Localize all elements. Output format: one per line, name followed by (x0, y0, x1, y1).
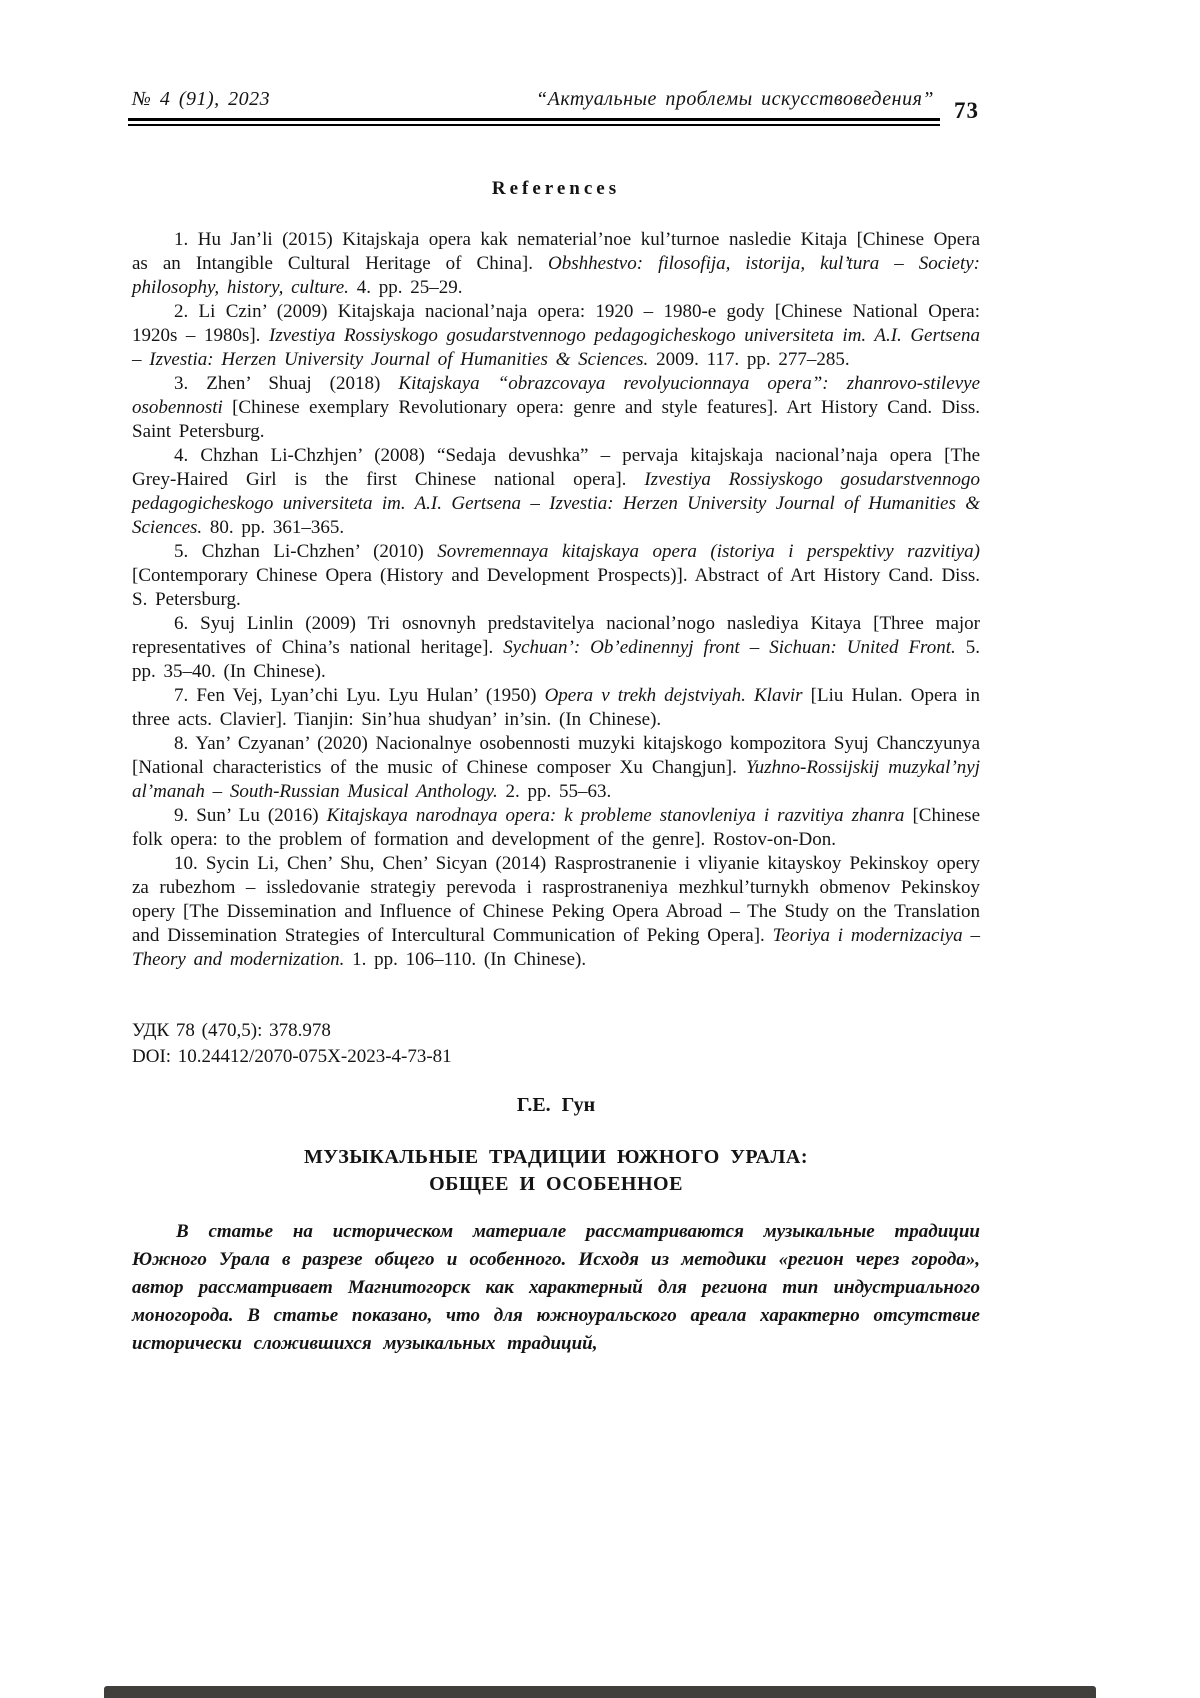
reference-item (132, 372, 980, 444)
reference-source-italic: Izvestiya Rossiyskogo gosudarstvennogo pedagogicheskogo universiteta im. A.I. Gertsena – Izvestia: Herzen University Journal of Humanities & Sciences. (132, 469, 980, 538)
reference-source-italic: Kitajskaya narodnaya opera: k probleme stanovleniya i razvitiya zhanra (326, 805, 905, 826)
reference-item (132, 612, 980, 684)
reference-source-italic: Sovremennaya kitajskaya opera (istoriya i perspektivy razvitiya) (437, 541, 980, 562)
page-header (128, 88, 1028, 126)
reference-text: 8. Yan’ Czyanan’ (2020) Nacionalnye osobennosti muzyki kitajskogo kompozitora Syuj Chanczyunya [National characteristics of the music of Chinese composer Xu Changjun]. (132, 733, 980, 778)
article-title-line1: МУЗЫКАЛЬНЫЕ ТРАДИЦИИ ЮЖНОГО УРАЛА: (303, 1146, 809, 1168)
reference-item (132, 540, 980, 612)
reference-text: [Liu Hulan. Opera in three acts. Clavier]. Tianjin: Sin’hua shudyan’ in’sin. (In Chinese). (132, 685, 981, 730)
article-author: Г.Е. Гун (516, 1094, 596, 1116)
reference-source-italic: Opera v trekh dejstviyah. Klavir (544, 685, 803, 706)
references-heading: References (491, 178, 621, 199)
reference-text: 2009. 117. pp. 277–285. (648, 349, 850, 370)
reference-source-italic: Teoriya i modernizaciya – Theory and modernization. (132, 925, 980, 970)
reference-item (132, 804, 980, 852)
article-title-line2: ОБЩЕЕ И ОСОБЕННОЕ (429, 1173, 683, 1195)
reference-item (132, 444, 980, 540)
reference-text: 2. Li Czin’ (2009) Kitajskaja nacional’naja opera: 1920 – 1980-e gody [Chinese National Opera: 1920s – 1980s]. (132, 301, 980, 346)
reference-item (132, 684, 980, 732)
reference-source-italic: Sychuan’: Ob’edinennyj front – Sichuan: United Front. (503, 637, 956, 658)
reference-text: 1. pp. 106–110. (In Chinese). (344, 949, 587, 970)
scan-edge-bar (104, 1686, 1096, 1698)
reference-text: 4. Chzhan Li-Chzhjen’ (2008) “Sedaja devushka” – pervaja kitajskaja nacional’naja opera [The Grey-Haired Girl is the first Chinese national opera]. (132, 445, 980, 490)
reference-item (132, 300, 980, 372)
reference-text: 2. pp. 55–63. (497, 781, 612, 802)
reference-item (132, 732, 980, 804)
reference-text: 5. pp. 35–40. (In Chinese). (132, 637, 981, 682)
reference-item (132, 852, 980, 972)
reference-text: 7. Fen Vej, Lyan’chi Lyu. Lyu Hulan’ (1950) (174, 685, 545, 706)
page-content (132, 178, 980, 1358)
reference-text: 3. Zhen’ Shuaj (2018) (174, 373, 399, 394)
journal-title: “Актуальные проблемы искусствоведения” (536, 88, 934, 110)
article-abstract: В статье на историческом материале рассматриваются музыкальные традиции Южного Урала в разрезе общего и особенного. Исходя из методики «регион через города», автор рассматривает Магнитогорск как характерный для региона тип индустриального моногорода. В статье показано, что для южноуральского ареала характерно отсутствие исторически сложившихся музыкальных традиций, (132, 1221, 980, 1354)
references-list (132, 228, 980, 972)
reference-text: 4. pp. 25–29. (348, 277, 463, 298)
reference-source-italic: Izvestiya Rossiyskogo gosudarstvennogo pedagogicheskogo universiteta im. A.I. Gertsena – Izvestia: Herzen University Journal of Humanities & Sciences. (132, 325, 980, 370)
page-number: 73 (954, 98, 979, 123)
header-main (128, 88, 940, 126)
reference-text: [Contemporary Chinese Opera (History and Development Prospects)]. Abstract of Art History Cand. Diss. S. Petersburg. (132, 565, 980, 610)
reference-source-italic: Kitajskaya “obrazcovaya revolyucionnaya opera”: zhanrovo-stilevye osobennosti (132, 373, 980, 418)
reference-text: 9. Sun’ Lu (2016) (174, 805, 327, 826)
doi-line: DOI: 10.24412/2070-075X-2023-4-73-81 (132, 1046, 452, 1067)
article-meta (132, 1018, 980, 1070)
reference-text: 1. Hu Jan’li (2015) Kitajskaja opera kak nematerial’noe kul’turnoe nasledie Kitaja [Chinese Opera as an Intangible Cultural Heritage of China]. (132, 229, 980, 274)
issue-label: № 4 (91), 2023 (132, 88, 271, 110)
reference-text: 80. pp. 361–365. (202, 517, 345, 538)
reference-item (132, 228, 980, 300)
reference-text: [Chinese folk opera: to the problem of formation and development of the genre]. Rostov-on-Don. (132, 805, 981, 850)
reference-source-italic: Yuzhno-Rossijskij muzykal’nyj al’manah – South-Russian Musical Anthology. (132, 757, 980, 802)
reference-source-italic: Obshhestvo: filosofija, istorija, kul’tura – Society: philosophy, history, culture. (132, 253, 980, 298)
udk-line: УДК 78 (470,5): 378.978 (132, 1020, 331, 1041)
reference-text: 10. Sycin Li, Chen’ Shu, Chen’ Sicyan (2014) Rasprostranenie i vliyanie kitayskoy Pekinskoy opery za rubezhom – issledovanie strategiy perevoda i rasprostraneniya mezhkul’turnykh obmenov Pekinskoy opery [The Dissemination and Influence of Chinese Peking Opera Abroad – The Study on the Translation and Dissemination Strategies of Intercultural Communication of Peking Opera]. (132, 853, 980, 946)
header-text (128, 88, 940, 118)
reference-text: [Chinese exemplary Revolutionary opera: genre and style features]. Art History Cand. Diss. Saint Petersburg. (132, 397, 980, 442)
header-double-rule (128, 118, 940, 126)
article-title (132, 1144, 980, 1198)
reference-text: 6. Syuj Linlin (2009) Tri osnovnyh predstavitelya nacional’nogo naslediya Kitaya [Three major representatives of China’s national heritage]. (132, 613, 980, 658)
reference-text: 5. Chzhan Li-Chzhen’ (2010) (174, 541, 438, 562)
